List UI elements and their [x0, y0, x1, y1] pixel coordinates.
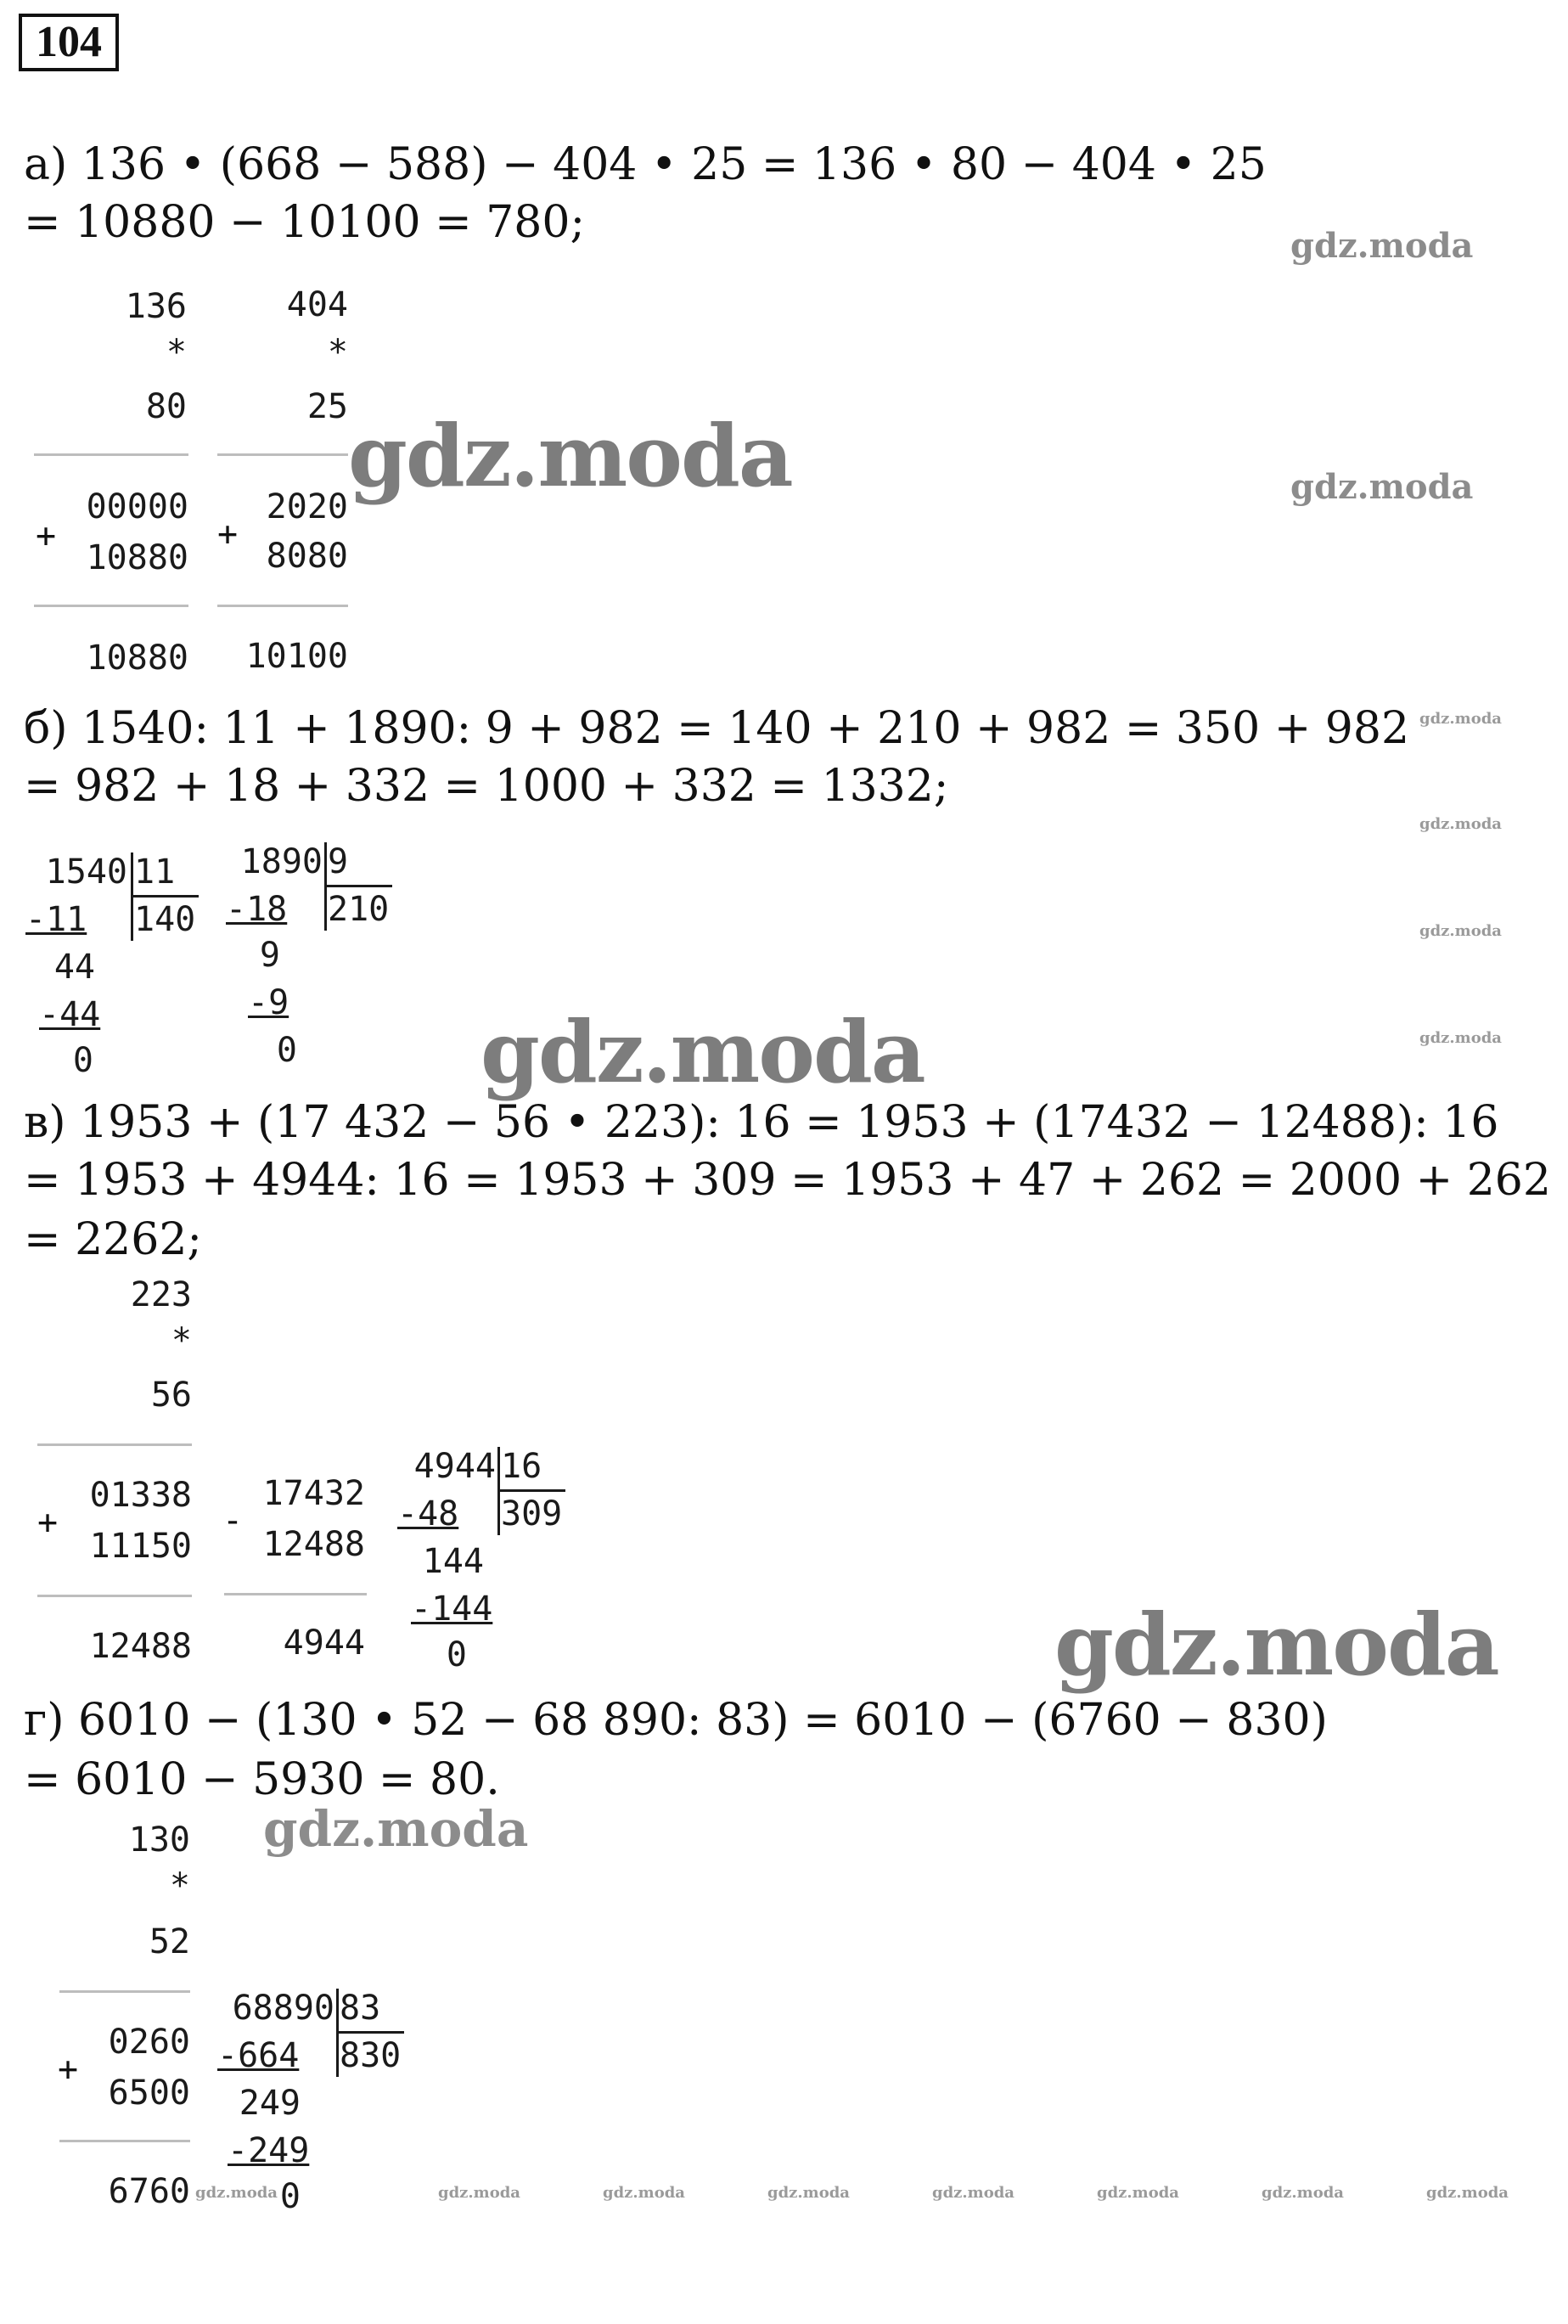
sub-result: 4944	[283, 1623, 365, 1663]
watermark: gdz.moda	[1097, 2184, 1179, 2202]
sub-subtrahend: 12488	[262, 1525, 365, 1564]
watermark: gdz.moda	[1419, 815, 1502, 833]
sub-minuend: 17432	[262, 1474, 365, 1513]
div-divisor: 16	[501, 1447, 542, 1486]
mult-partial-1: 2020	[266, 487, 348, 526]
watermark: gdz.moda	[1054, 1595, 1498, 1695]
mult-operand-b: 25	[306, 387, 348, 426]
mult-rule	[217, 453, 348, 456]
div-quotient: 210	[328, 890, 390, 929]
mult-rule	[37, 1595, 192, 1597]
mult-rule	[34, 605, 188, 607]
part-g-line2: = 6010 − 5930 = 80.	[24, 1754, 500, 1805]
mult-partial-1: 01338	[89, 1476, 192, 1515]
div-hrule	[324, 885, 392, 887]
part-b-line2: = 982 + 18 + 332 = 1000 + 332 = 1332;	[24, 761, 949, 812]
problem-number: 104	[19, 14, 119, 71]
mult-operator: *	[171, 1321, 192, 1360]
div-sub-1: -664	[217, 2036, 300, 2075]
mult-partial-2: 11150	[89, 1527, 192, 1566]
mult-operand-a: 136	[125, 287, 187, 326]
div-remainder-1: 144	[422, 1542, 484, 1581]
div-remainder-1: 9	[259, 936, 280, 975]
mult-operand-a: 130	[128, 1820, 190, 1860]
mult-rule	[59, 2140, 190, 2142]
mult-operand-b: 56	[150, 1376, 192, 1415]
mult-partial-1: 0260	[108, 2023, 190, 2062]
mult-rule	[37, 1443, 192, 1446]
watermark: gdz.moda	[767, 2184, 850, 2202]
div-sub-2: -249	[228, 2131, 310, 2170]
watermark: gdz.moda	[1290, 226, 1474, 266]
part-v-line2: = 1953 + 4944: 16 = 1953 + 309 = 1953 + 47 + 262 = 2000 + 262	[24, 1155, 1551, 1206]
mult-rule	[34, 453, 188, 456]
mult-operator: *	[169, 1866, 190, 1905]
part-v-line3: = 2262;	[24, 1214, 202, 1265]
watermark: gdz.moda	[1419, 1029, 1502, 1047]
mult-operand-b: 52	[149, 1922, 190, 1961]
watermark: gdz.moda	[438, 2184, 520, 2202]
mult-result: 10880	[86, 639, 188, 678]
div-sub-2: -44	[39, 995, 101, 1034]
watermark: gdz.moda	[195, 2184, 278, 2202]
div-remainder-2: 0	[276, 1031, 297, 1070]
div-sub-1: -11	[25, 900, 87, 939]
mult-rule	[217, 605, 348, 607]
div-sub-1: -18	[226, 890, 288, 929]
div-sub-2: -9	[248, 983, 289, 1022]
mult-operand-a: 404	[286, 285, 348, 324]
div-remainder-1: 249	[239, 2084, 301, 2123]
div-dividend: 4944	[413, 1447, 496, 1486]
div-dividend: 1890	[240, 842, 323, 881]
mult-rule	[59, 1990, 190, 1993]
part-a-line2: = 10880 − 10100 = 780;	[24, 197, 585, 248]
div-quotient: 830	[340, 2036, 402, 2075]
part-a-line1: а) 136 • (668 − 588) − 404 • 25 = 136 • 80 − 404 • 25	[24, 139, 1267, 190]
watermark: gdz.moda	[932, 2184, 1014, 2202]
div-remainder-2: 0	[72, 1041, 93, 1080]
div-dividend: 1540	[45, 853, 127, 892]
div-divisor: 9	[328, 842, 349, 881]
mult-partial-2: 8080	[266, 537, 348, 576]
div-remainder-2: 0	[279, 2177, 301, 2216]
div-remainder-1: 44	[53, 948, 95, 987]
sub-rule	[224, 1593, 367, 1595]
div-divisor: 83	[340, 1989, 381, 2028]
mult-result: 12488	[89, 1627, 192, 1666]
part-b-line1: б) 1540: 11 + 1890: 9 + 982 = 140 + 210 + 982 = 350 + 982	[24, 703, 1410, 754]
mult-partial-2: 10880	[86, 538, 188, 577]
watermark: gdz.moda	[1419, 922, 1502, 940]
mult-operand-a: 223	[130, 1275, 192, 1314]
div-hrule	[131, 895, 199, 898]
div-hrule	[497, 1489, 565, 1492]
watermark: gdz.moda	[263, 1800, 529, 1858]
div-quotient: 140	[134, 900, 196, 939]
div-sub-2: -144	[411, 1590, 493, 1629]
watermark: gdz.moda	[348, 406, 792, 506]
div-sub-1: -48	[397, 1494, 459, 1533]
mult-partial-1: 00000	[86, 487, 188, 526]
watermark: gdz.moda	[1419, 710, 1502, 728]
div-divisor: 11	[134, 853, 176, 892]
part-v-line1: в) 1953 + (17 432 − 56 • 223): 16 = 1953 + (17432 − 12488): 16	[24, 1097, 1499, 1148]
mult-operator: *	[166, 333, 187, 372]
watermark: gdz.moda	[481, 1002, 925, 1102]
plus-sign: +	[36, 516, 57, 555]
watermark: gdz.moda	[603, 2184, 685, 2202]
part-g-line1: г) 6010 − (130 • 52 − 68 890: 83) = 6010 − (6760 − 830)	[24, 1695, 1328, 1746]
div-dividend: 68890	[232, 1989, 334, 2028]
mult-partial-2: 6500	[108, 2074, 190, 2113]
mult-operator: *	[327, 333, 348, 372]
watermark: gdz.moda	[1290, 467, 1474, 507]
mult-result: 10100	[245, 637, 348, 676]
div-remainder-2: 0	[446, 1635, 467, 1674]
plus-sign: +	[58, 2050, 79, 2089]
div-hrule	[336, 2031, 404, 2034]
mult-operand-b: 80	[145, 387, 187, 426]
div-quotient: 309	[501, 1494, 563, 1533]
mult-result: 6760	[108, 2172, 190, 2211]
plus-sign: +	[37, 1503, 59, 1542]
minus-sign: -	[222, 1501, 244, 1540]
watermark: gdz.moda	[1426, 2184, 1509, 2202]
watermark: gdz.moda	[1262, 2184, 1344, 2202]
plus-sign: +	[217, 515, 239, 554]
